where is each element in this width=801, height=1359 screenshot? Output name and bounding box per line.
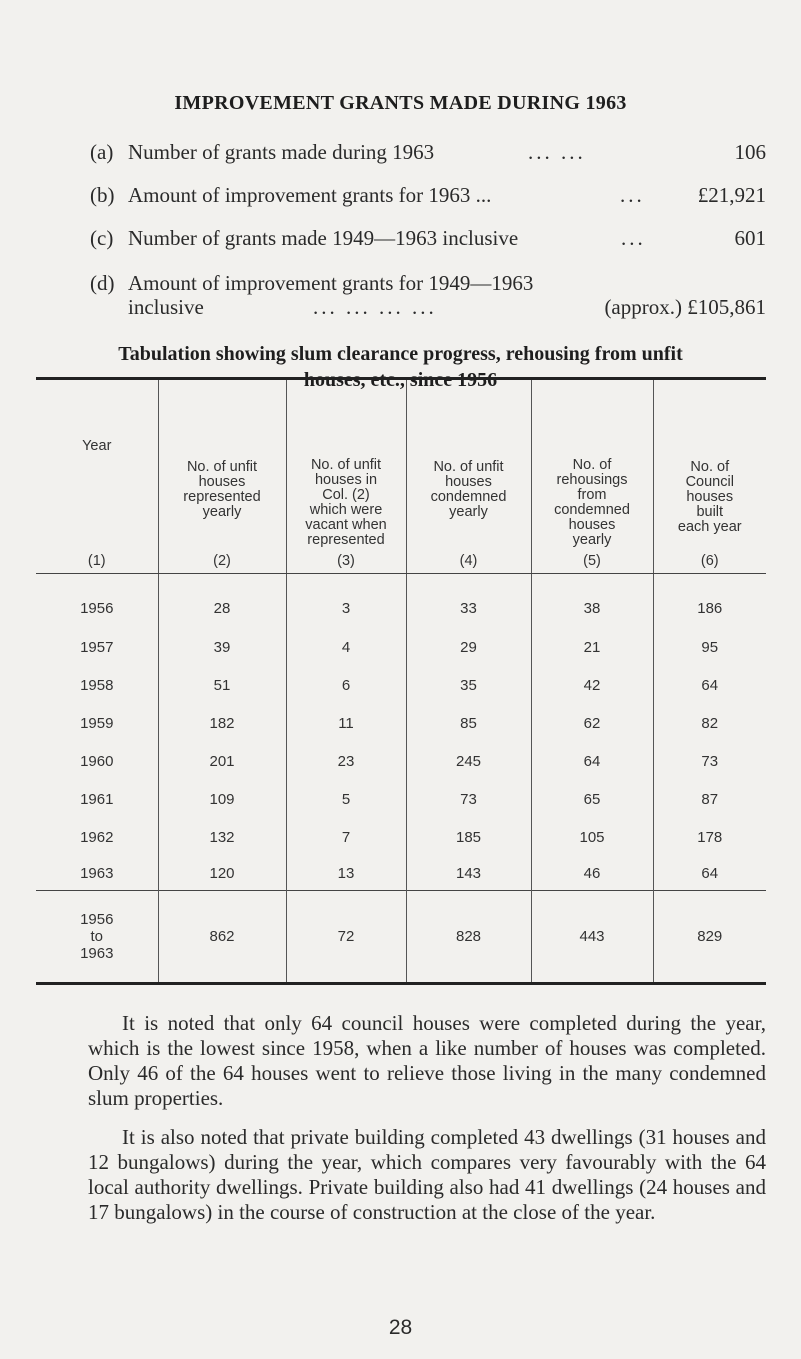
slum-clearance-table xyxy=(36,377,766,985)
table-cell: 201 xyxy=(158,742,286,780)
total-cell: 829 xyxy=(653,891,766,984)
column-number: (2) xyxy=(213,553,231,569)
table-cell: 120 xyxy=(158,856,286,891)
column-header xyxy=(286,379,406,574)
table-cell: 23 xyxy=(286,742,406,780)
table-cell: 29 xyxy=(406,628,531,666)
table-cell: 4 xyxy=(286,628,406,666)
table-cell: 3 xyxy=(286,574,406,629)
table-cell: 51 xyxy=(158,666,286,704)
column-header-line: condemned xyxy=(430,489,507,505)
column-header-line: No. of unfit xyxy=(186,459,258,475)
total-cell: 862 xyxy=(158,891,286,984)
column-number: (3) xyxy=(337,553,355,569)
grant-value: 106 xyxy=(734,140,766,164)
column-header-line: represented xyxy=(307,532,385,548)
table-row xyxy=(36,856,766,891)
grant-value: £21,921 xyxy=(697,183,766,207)
table-cell: 46 xyxy=(531,856,653,891)
grant-label: Amount of improvement grants for 1949—1963 xyxy=(128,271,534,295)
paragraph-1 xyxy=(88,1011,766,1111)
table-cell: 178 xyxy=(653,818,766,856)
table-cell: 109 xyxy=(158,780,286,818)
table-cell: 105 xyxy=(531,818,653,856)
table-cell: 7 xyxy=(286,818,406,856)
table-title-line-2: houses, etc., since 1956 xyxy=(303,369,498,391)
grant-value: £105,861 xyxy=(687,295,766,319)
column-header-line: represented xyxy=(183,489,261,505)
year-cell: 1960 xyxy=(80,752,114,770)
column-header xyxy=(406,379,531,574)
grant-letter: (d) xyxy=(90,271,115,295)
column-header-line: yearly xyxy=(202,504,242,520)
column-header-line: No. of unfit xyxy=(433,459,504,475)
total-cell: 828 xyxy=(406,891,531,984)
page-number: 28 xyxy=(388,1316,413,1339)
column-header-line: houses xyxy=(568,517,616,533)
leader-dots: ... ... xyxy=(528,140,586,164)
table-cell: 73 xyxy=(653,742,766,780)
table-cell: 143 xyxy=(406,856,531,891)
total-cell: 443 xyxy=(531,891,653,984)
paragraph-2 xyxy=(88,1125,766,1225)
grant-label-continued: inclusive xyxy=(128,295,204,319)
grant-label: Amount of improvement grants for 1963 ... xyxy=(128,183,492,207)
table-cell: 64 xyxy=(531,742,653,780)
column-header-line: houses in xyxy=(314,472,378,488)
total-label-cell xyxy=(36,891,158,984)
grant-letter: (c) xyxy=(90,226,114,250)
column-header-line: Council xyxy=(685,474,734,490)
table-title-line-1: Tabulation showing slum clearance progress, rehousing from unfit xyxy=(118,343,683,365)
total-label-line: 1963 xyxy=(80,945,114,962)
year-cell: 1962 xyxy=(80,828,114,846)
table-cell: 245 xyxy=(406,742,531,780)
paragraph-2-text: It is also noted that private building completed 43 dwellings (31 houses and 12 bungalows) during the year, which compares very favourably with the 64 local authority dwellings. Private building also had 41 dwellings (24 houses and 17 bungalows) in the course of construction at the close of the year. xyxy=(88,1125,766,1224)
column-header-line: built xyxy=(696,504,724,520)
table-cell: 39 xyxy=(158,628,286,666)
grant-value: 601 xyxy=(734,226,766,250)
column-header xyxy=(36,379,158,574)
grant-item-c xyxy=(90,226,766,252)
column-header-line: Col. (2) xyxy=(322,487,370,503)
table-row xyxy=(36,780,766,818)
table-cell: 182 xyxy=(158,704,286,742)
column-header-line: houses xyxy=(445,474,492,490)
total-label-line: 1956 xyxy=(80,911,114,928)
table-total-row xyxy=(36,891,766,984)
table-cell: 5 xyxy=(286,780,406,818)
table-cell: 11 xyxy=(286,704,406,742)
column-number: (5) xyxy=(583,553,601,569)
column-header-line: houses xyxy=(686,489,734,505)
table-cell: 64 xyxy=(653,666,766,704)
column-header-line: from xyxy=(577,487,607,503)
grant-label: Number of grants made during 1963 xyxy=(128,140,435,164)
table-row xyxy=(36,704,766,742)
table-cell: 85 xyxy=(406,704,531,742)
column-header-line: yearly xyxy=(572,532,612,548)
table-cell: 42 xyxy=(531,666,653,704)
table-cell: 21 xyxy=(531,628,653,666)
column-header xyxy=(158,379,286,574)
column-header-line: each year xyxy=(677,519,742,535)
table-cell: 73 xyxy=(406,780,531,818)
table-cell: 132 xyxy=(158,818,286,856)
leader-dots: ... xyxy=(620,183,645,207)
column-header-line: Year xyxy=(82,438,112,454)
total-cell: 72 xyxy=(286,891,406,984)
year-cell: 1958 xyxy=(80,676,114,694)
table-cell: 65 xyxy=(531,780,653,818)
column-header-line: yearly xyxy=(449,504,488,520)
grant-item-a xyxy=(90,140,766,166)
table-cell: 38 xyxy=(531,574,653,629)
table-row xyxy=(36,666,766,704)
table-cell: 62 xyxy=(531,704,653,742)
table-cell: 186 xyxy=(653,574,766,629)
column-header-line: No. of xyxy=(690,459,730,475)
column-number: (4) xyxy=(459,553,478,569)
grant-item-d xyxy=(90,271,766,323)
column-number: (6) xyxy=(700,553,719,569)
leader-dots: ... ... ... ... xyxy=(313,295,437,319)
table-cell: 35 xyxy=(406,666,531,704)
leader-dots: ... xyxy=(621,226,646,250)
grant-item-b xyxy=(90,183,766,209)
column-header-line: condemned xyxy=(554,502,630,518)
year-cell: 1956 xyxy=(80,599,114,617)
column-header xyxy=(531,379,653,574)
table-cell: 64 xyxy=(653,856,766,891)
table-cell: 28 xyxy=(158,574,286,629)
table-cell: 13 xyxy=(286,856,406,891)
table-cell: 95 xyxy=(653,628,766,666)
grant-qualifier: (approx.) xyxy=(604,295,682,319)
column-header-line: vacant when xyxy=(305,517,387,533)
column-header-line: rehousings xyxy=(556,472,628,488)
total-label-line: to xyxy=(90,928,103,945)
table-cell: 185 xyxy=(406,818,531,856)
column-header-line: No. of unfit xyxy=(310,457,382,473)
column-number: (1) xyxy=(87,553,106,569)
table-cell: 87 xyxy=(653,780,766,818)
column-header-line: houses xyxy=(198,474,246,490)
table-header-row xyxy=(36,379,766,574)
grant-letter: (a) xyxy=(90,140,114,164)
grant-label: Number of grants made 1949—1963 inclusive xyxy=(128,226,519,250)
grant-letter: (b) xyxy=(90,183,115,207)
paragraph-1-text: It is noted that only 64 council houses were completed during the year, which is the lowest since 1958, when a like number of houses was completed. Only 46 of the 64 houses went to relieve those living in the many condemned slum properties. xyxy=(88,1011,766,1110)
table-row xyxy=(36,742,766,780)
year-cell: 1959 xyxy=(80,714,114,732)
year-cell: 1957 xyxy=(80,638,114,656)
year-cell: 1961 xyxy=(80,790,114,808)
table-row xyxy=(36,818,766,856)
table-row xyxy=(36,574,766,629)
table-cell: 82 xyxy=(653,704,766,742)
column-header xyxy=(653,379,766,574)
table-row xyxy=(36,628,766,666)
page-title: IMPROVEMENT GRANTS MADE DURING 1963 xyxy=(174,92,627,114)
year-cell: 1963 xyxy=(80,864,114,882)
column-header-line: which were xyxy=(309,502,383,518)
column-header-line: No. of xyxy=(572,457,612,473)
table-cell: 6 xyxy=(286,666,406,704)
table-cell: 33 xyxy=(406,574,531,629)
